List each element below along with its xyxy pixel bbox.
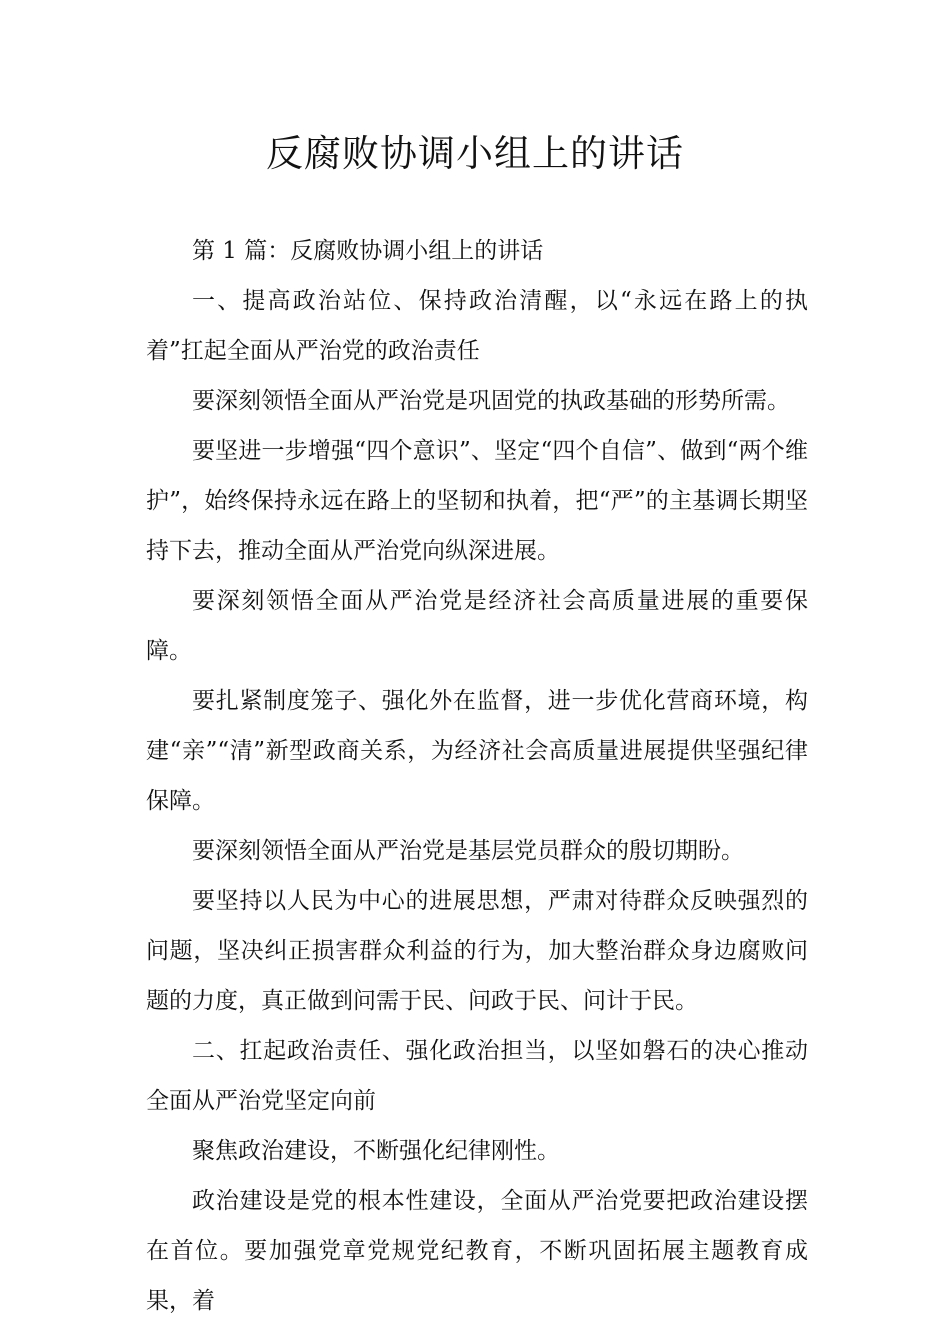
document-title: 反腐败协调小组上的讲话: [266, 132, 684, 175]
paragraph: 要深刻领悟全面从严治党是基层党员群众的殷切期盼。: [192, 838, 744, 864]
paragraph-section-heading-2: 二、扛起政治责任、强化政治担当，以坚如磐石的决心推动全面从严治党坚定向前: [146, 1038, 808, 1114]
paragraph: 要扎紧制度笼子、强化外在监督，进一步优化营商环境，构建“亲”“清”新型政商关系，为经济社会高质量进展提供坚强纪律保障。: [146, 688, 808, 814]
paragraph: 要坚持以人民为中心的进展思想，严肃对待群众反映强烈的问题，坚决纠正损害群众利益的行为，加大整治群众身边腐败问题的力度，真正做到问需于民、问政于民、问计于民。: [146, 888, 808, 1014]
paragraph-chapter-heading: 第 1 篇：反腐败协调小组上的讲话: [192, 238, 544, 264]
paragraph-section-heading-1: 一、提高政治站位、保持政治清醒，以“永远在路上的执着”扛起全面从严治党的政治责任: [146, 288, 808, 364]
paragraph: 要坚进一步增强“四个意识”、坚定“四个自信”、做到“两个维护”，始终保持永远在路上的坚韧和执着，把“严”的主基调长期坚持下去，推动全面从严治党向纵深进展。: [146, 438, 808, 564]
document-body: [146, 226, 808, 1326]
paragraph: 要深刻领悟全面从严治党是巩固党的执政基础的形势所需。: [192, 388, 790, 414]
paragraph: 要深刻领悟全面从严治党是经济社会高质量进展的重要保障。: [146, 588, 808, 664]
paragraph: 政治建设是党的根本性建设，全面从严治党要把政治建设摆在首位。要加强党章党规党纪教育，不断巩固拓展主题教育成果，着: [146, 1188, 808, 1314]
paragraph: 聚焦政治建设，不断强化纪律刚性。: [192, 1138, 560, 1164]
